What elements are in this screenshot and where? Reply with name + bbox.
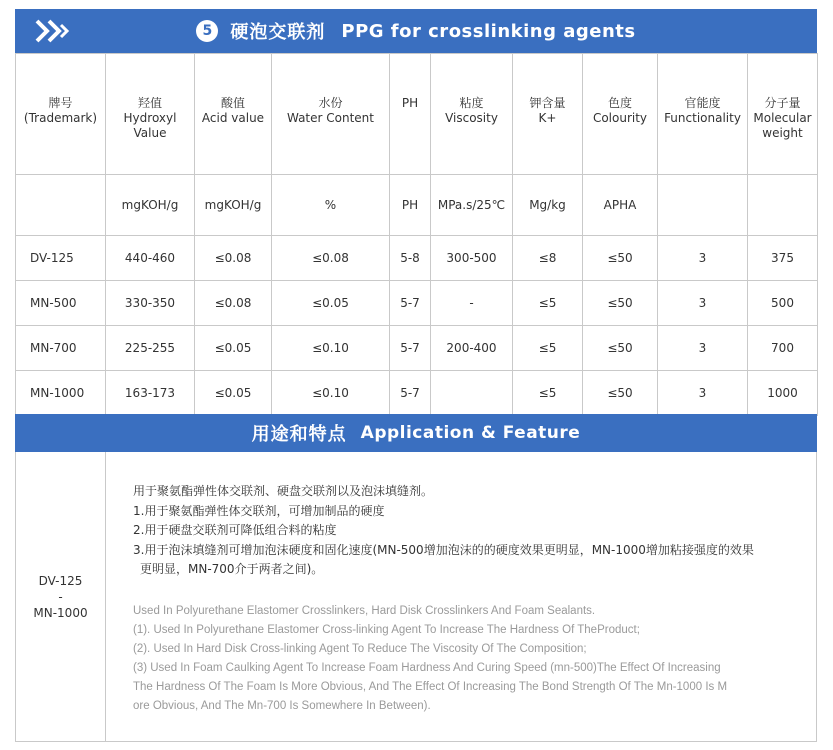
section-title-en: PPG for crosslinking agents	[341, 20, 636, 42]
value-cell: ≤50	[583, 236, 658, 281]
trademark-cell: MN-700	[16, 326, 106, 371]
header-cn: 水份	[318, 96, 343, 110]
application-product-cell	[16, 452, 106, 741]
table-row	[16, 281, 818, 326]
unit-cell: mgKOH/g	[195, 175, 272, 236]
value-cell: 3	[658, 281, 748, 326]
value-cell: ≤0.08	[195, 236, 272, 281]
header-en: (Trademark)	[23, 111, 98, 125]
value-cell: 200-400	[431, 326, 513, 371]
header-cell	[748, 54, 818, 175]
value-cell: 5-8	[390, 236, 431, 281]
unit-cell: APHA	[583, 175, 658, 236]
application-cn-line: 更明显，MN-700介于两者之间)。	[140, 562, 324, 576]
value-cell: 3	[658, 326, 748, 371]
header-cn: 钾含量	[529, 96, 566, 110]
application-en-line: The Hardness Of The Foam Is More Obvious, And The Effect Of Increasing The Bond Strength Of The Mn-1000 Is M	[133, 680, 728, 693]
header-cell	[390, 54, 431, 175]
value-cell: 300-500	[431, 236, 513, 281]
header-en: Functionality	[664, 111, 741, 125]
value-cell: 700	[748, 326, 818, 371]
value-cell: ≤0.10	[272, 326, 390, 371]
value-cell: 3	[658, 371, 748, 416]
header-cn: 羟值	[137, 96, 162, 110]
value-cell: ≤5	[513, 326, 583, 371]
unit-cell	[16, 175, 106, 236]
header-cn: 官能度	[684, 96, 721, 110]
application-cn-line: 3.用于泡沫填缝剂可增加泡沫硬度和固化速度(MN-500增加泡沫的的硬度效果更明显，MN-1000增加粘接强度的效果	[133, 542, 754, 557]
value-cell: ≤5	[513, 281, 583, 326]
application-en-line: ore Obvious, And The Mn-700 Is Somewhere In Between).	[133, 699, 431, 712]
section-title-cn: 硬泡交联剂	[230, 22, 326, 43]
header-en: Hydroxyl Value	[123, 111, 177, 140]
value-cell: ≤0.05	[195, 326, 272, 371]
header-cell	[272, 54, 390, 175]
application-en-line: Used In Polyurethane Elastomer Crosslinkers, Hard Disk Crosslinkers And Foam Sealants.	[133, 604, 596, 617]
header-en: Acid value	[201, 111, 265, 125]
product-from: DV-125	[38, 573, 83, 588]
unit-cell: MPa.s/25℃	[431, 175, 513, 236]
header-en: Viscosity	[445, 111, 498, 125]
unit-cell	[748, 175, 818, 236]
header-cn: 分子量	[764, 96, 801, 110]
application-text	[133, 482, 805, 716]
application-cn-line: 2.用于硬盘交联剂可降低组合料的粘度	[133, 523, 337, 537]
section-number-badge: 5	[196, 20, 218, 42]
value-cell: ≤0.05	[195, 371, 272, 416]
header-cell	[658, 54, 748, 175]
unit-cell: Mg/kg	[513, 175, 583, 236]
value-cell: 375	[748, 236, 818, 281]
header-cn: 粘度	[459, 96, 484, 110]
header-en: K+	[538, 111, 557, 125]
value-cell: ≤0.08	[195, 281, 272, 326]
application-en-line: (3) Used In Foam Caulking Agent To Increase Foam Hardness And Curing Speed (mn-500)The Effect Of Increasing	[133, 661, 721, 674]
header-en: Water Content	[286, 111, 374, 125]
value-cell: ≤50	[583, 281, 658, 326]
header-cell	[195, 54, 272, 175]
header-cn: 酸值	[220, 96, 245, 110]
value-cell: 330-350	[106, 281, 195, 326]
header-cn: 色度	[607, 96, 632, 110]
header-cell	[583, 54, 658, 175]
value-cell: 500	[748, 281, 818, 326]
value-cell: 3	[658, 236, 748, 281]
application-en-text	[133, 602, 805, 716]
header-cell	[106, 54, 195, 175]
application-en-line: (2). Used In Hard Disk Cross-linking Agent To Reduce The Viscosity Of The Composition;	[133, 642, 587, 655]
application-cn-line: 用于聚氨酯弹性体交联剂、硬盘交联剂以及泡沫填缝剂。	[133, 484, 434, 498]
value-cell: 5-7	[390, 281, 431, 326]
application-cn-text	[133, 482, 805, 580]
header-en: Colourity	[592, 111, 648, 125]
application-en-line: (1). Used In Polyurethane Elastomer Cross-linking Agent To Increase The Hardness Of TheProduct;	[133, 623, 640, 636]
table-unit-row	[16, 175, 818, 236]
application-title-cn: 用途和特点	[251, 424, 347, 445]
header-en: Molecular weight	[753, 111, 812, 140]
value-cell: 163-173	[106, 371, 195, 416]
value-cell: ≤50	[583, 326, 658, 371]
application-box	[15, 452, 817, 742]
table-row	[16, 371, 818, 416]
header-cell	[513, 54, 583, 175]
unit-cell	[658, 175, 748, 236]
application-title-en: Application & Feature	[360, 423, 581, 443]
value-cell: 5-7	[390, 326, 431, 371]
value-cell: ≤0.08	[272, 236, 390, 281]
value-cell: ≤0.10	[272, 371, 390, 416]
table-row	[16, 236, 818, 281]
header-cn: PH	[401, 96, 419, 110]
value-cell: 440-460	[106, 236, 195, 281]
value-cell: ≤8	[513, 236, 583, 281]
application-banner	[15, 414, 817, 452]
value-cell: ≤50	[583, 371, 658, 416]
trademark-cell: DV-125	[16, 236, 106, 281]
product-separator: -	[58, 589, 63, 604]
spec-table	[15, 53, 818, 416]
value-cell: ≤5	[513, 371, 583, 416]
header-cn: 牌号	[48, 96, 73, 110]
value-cell	[431, 371, 513, 416]
header-cell	[16, 54, 106, 175]
trademark-cell: MN-1000	[16, 371, 106, 416]
header-cell	[431, 54, 513, 175]
value-cell: -	[431, 281, 513, 326]
value-cell: 225-255	[106, 326, 195, 371]
table-row	[16, 326, 818, 371]
value-cell: ≤0.05	[272, 281, 390, 326]
double-chevron-icon	[35, 19, 73, 43]
table-header-row	[16, 54, 818, 175]
application-cn-line: 1.用于聚氨酯弹性体交联剂，可增加制品的硬度	[133, 503, 385, 518]
unit-cell: %	[272, 175, 390, 236]
product-to: MN-1000	[33, 605, 88, 620]
value-cell: 1000	[748, 371, 818, 416]
value-cell: 5-7	[390, 371, 431, 416]
unit-cell: PH	[390, 175, 431, 236]
trademark-cell: MN-500	[16, 281, 106, 326]
unit-cell: mgKOH/g	[106, 175, 195, 236]
section-banner	[15, 9, 817, 53]
